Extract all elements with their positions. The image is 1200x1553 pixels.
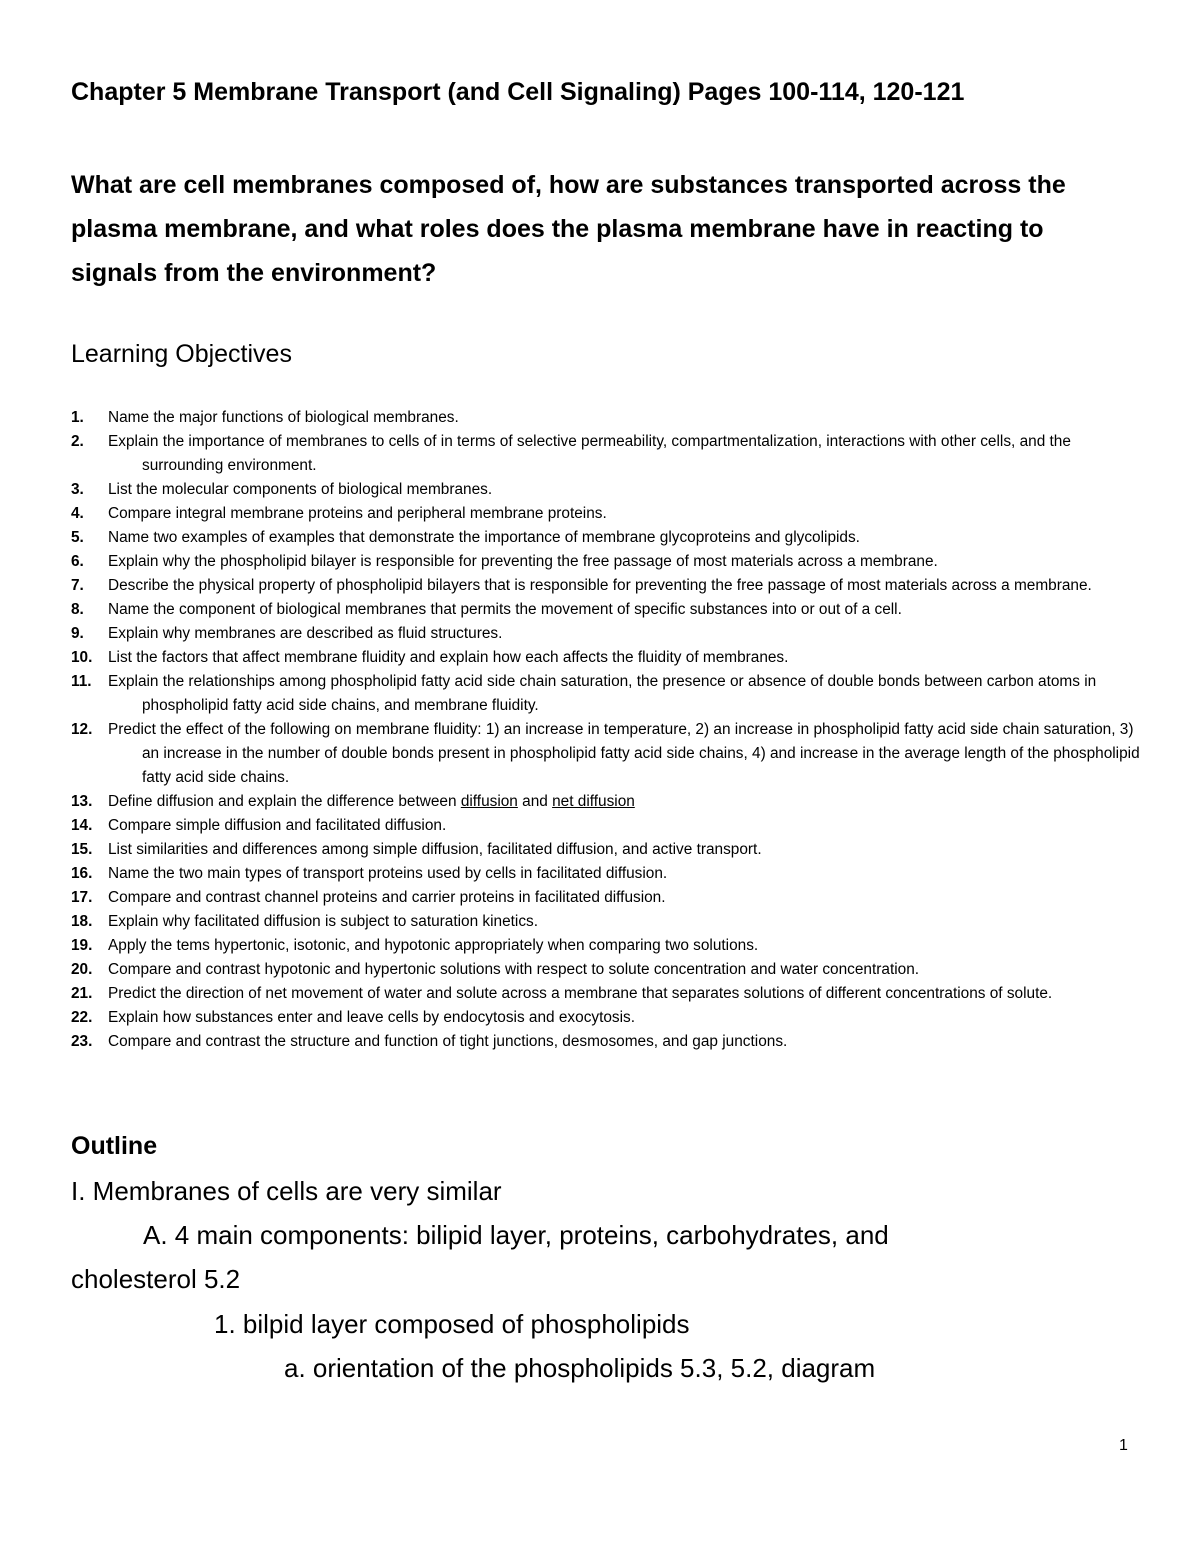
objective-item: 13. Define diffusion and explain the difference between diffusion and net diffusion <box>71 793 635 810</box>
page-number: 1 <box>1119 1437 1128 1454</box>
objective-item: 17. Compare and contrast channel proteins and carrier proteins in facilitated diffusion. <box>71 889 666 906</box>
learning-objectives-heading: Learning Objectives <box>71 340 292 368</box>
objective-text: Explain why the phospholipid bilayer is responsible for preventing the free passage of most materials across a membrane. <box>108 553 938 570</box>
term-diffusion: diffusion <box>460 793 518 810</box>
objective-item: 12. Predict the effect of the following on membrane fluidity: 1) an increase in temperature, 2) an increase in phospholipid fatty acid side chain saturation, 3) an increase in the number of double bonds present in phospholipid fatty acid side chains, 4) and increase in the average length of the phospholipid fatty acid side chains. <box>71 721 1140 786</box>
objective-text: Describe the physical property of phospholipid bilayers that is responsible for preventing the free passage of most materials across a membrane. <box>108 577 1092 594</box>
objective-text-mid: and <box>517 793 553 810</box>
objective-text: Predict the effect of the following on membrane fluidity: 1) an increase in temperature, 2) an increase in phospholipid fatty acid side chain saturation, 3) an increase in the number of double bonds present in phospholipid fatty acid side chains, 4) and increase in the average length of the phospholipid fatty acid side chains. <box>108 721 1140 786</box>
objective-text-before: Define diffusion and explain the difference between <box>108 793 461 810</box>
objective-text: Explain the importance of membranes to cells of in terms of selective permeability, compartmentalization, interactions with other cells, and the surrounding environment. <box>108 433 1071 474</box>
outline-level-2-continued: cholesterol 5.2 <box>71 1264 241 1294</box>
objective-text: Compare and contrast hypotonic and hypertonic solutions with respect to solute concentration and water concentration. <box>108 961 920 978</box>
objective-item: 8. Name the component of biological membranes that permits the movement of specific substances into or out of a cell. <box>71 601 902 618</box>
objective-text: Explain how substances enter and leave cells by endocytosis and exocytosis. <box>108 1009 636 1026</box>
objective-item: 21. Predict the direction of net movement of water and solute across a membrane that separates solutions of different concentrations of solute. <box>71 985 1053 1002</box>
objective-item: 23. Compare and contrast the structure and function of tight junctions, desmosomes, and gap junctions. <box>71 1033 788 1050</box>
objective-item: 6. Explain why the phospholipid bilayer is responsible for preventing the free passage of most materials across a membrane. <box>71 553 938 570</box>
objective-text: Explain why membranes are described as fluid structures. <box>108 625 503 642</box>
objective-item: 10. List the factors that affect membrane fluidity and explain how each affects the fluidity of membranes. <box>71 649 789 666</box>
outline-heading: Outline <box>71 1132 158 1160</box>
objective-text: Name the major functions of biological membranes. <box>108 409 459 426</box>
objective-text: Explain why facilitated diffusion is subject to saturation kinetics. <box>108 913 539 930</box>
guiding-question: What are cell membranes composed of, how are substances transported across the plasma membrane, and what roles does the plasma membrane have in reacting to signals from the environment? <box>71 171 1066 287</box>
objective-text: Predict the direction of net movement of water and solute across a membrane that separates solutions of different concentrations of solute. <box>108 985 1053 1002</box>
objective-item: 2. Explain the importance of membranes to cells of in terms of selective permeability, compartmentalization, interactions with other cells, and the surrounding environment. <box>71 433 1071 474</box>
objective-text: Compare simple diffusion and facilitated diffusion. <box>108 817 447 834</box>
objective-item: 1. Name the major functions of biological membranes. <box>71 409 459 426</box>
objective-item: 14. Compare simple diffusion and facilitated diffusion. <box>71 817 447 834</box>
term-net-diffusion: net diffusion <box>552 793 635 810</box>
outline-level-3: 1. bilpid layer composed of phospholipids <box>214 1309 690 1339</box>
objective-item: 16. Name the two main types of transport proteins used by cells in facilitated diffusion. <box>71 865 668 882</box>
objective-text: Name the component of biological membranes that permits the movement of specific substances into or out of a cell. <box>108 601 902 618</box>
objective-text: List the molecular components of biological membranes. <box>108 481 493 498</box>
objective-text: Name two examples of examples that demonstrate the importance of membrane glycoproteins and glycolipids. <box>108 529 860 546</box>
objective-item: 20. Compare and contrast hypotonic and hypertonic solutions with respect to solute concentration and water concentration. <box>71 961 920 978</box>
objective-item: 11. Explain the relationships among phospholipid fatty acid side chain saturation, the presence or absence of double bonds between carbon atoms in phospholipid fatty acid side chains, and membrane fluidity. <box>71 673 1097 714</box>
objective-item: 5. Name two examples of examples that demonstrate the importance of membrane glycoproteins and glycolipids. <box>71 529 860 546</box>
objective-item: 3. List the molecular components of biological membranes. <box>71 481 493 498</box>
objective-text: Compare and contrast the structure and function of tight junctions, desmosomes, and gap junctions. <box>108 1033 788 1050</box>
objective-text: Apply the tems hypertonic, isotonic, and hypotonic appropriately when comparing two solutions. <box>108 937 759 954</box>
objective-text: Explain the relationships among phospholipid fatty acid side chain saturation, the presence or absence of double bonds between carbon atoms in phospholipid fatty acid side chains, and membrane fluidity. <box>108 673 1097 714</box>
outline-level-1: I. Membranes of cells are very similar <box>71 1176 502 1206</box>
objective-text: Name the two main types of transport proteins used by cells in facilitated diffusion. <box>108 865 668 882</box>
objective-item: 18. Explain why facilitated diffusion is subject to saturation kinetics. <box>71 913 539 930</box>
objective-item: 9. Explain why membranes are described as fluid structures. <box>71 625 503 642</box>
learning-objectives-list <box>71 406 1141 1054</box>
objective-text: Compare and contrast channel proteins and carrier proteins in facilitated diffusion. <box>108 889 666 906</box>
outline-level-2: A. 4 main components: bilipid layer, proteins, carbohydrates, and <box>143 1220 889 1250</box>
objective-item: 4. Compare integral membrane proteins and peripheral membrane proteins. <box>71 505 607 522</box>
outline-level-4: a. orientation of the phospholipids 5.3, 5.2, diagram <box>284 1353 876 1383</box>
chapter-title: Chapter 5 Membrane Transport (and Cell Signaling) Pages 100-114, 120-121 <box>71 78 965 106</box>
objective-item: 7. Describe the physical property of phospholipid bilayers that is responsible for preventing the free passage of most materials across a membrane. <box>71 577 1092 594</box>
objective-text: Compare integral membrane proteins and peripheral membrane proteins. <box>108 505 607 522</box>
objective-text: List similarities and differences among simple diffusion, facilitated diffusion, and active transport. <box>108 841 762 858</box>
objective-item: 19. Apply the tems hypertonic, isotonic, and hypotonic appropriately when comparing two solutions. <box>71 937 759 954</box>
objective-item: 22. Explain how substances enter and leave cells by endocytosis and exocytosis. <box>71 1009 636 1026</box>
objective-item: 15. List similarities and differences among simple diffusion, facilitated diffusion, and active transport. <box>71 841 762 858</box>
objective-text: List the factors that affect membrane fluidity and explain how each affects the fluidity of membranes. <box>108 649 789 666</box>
